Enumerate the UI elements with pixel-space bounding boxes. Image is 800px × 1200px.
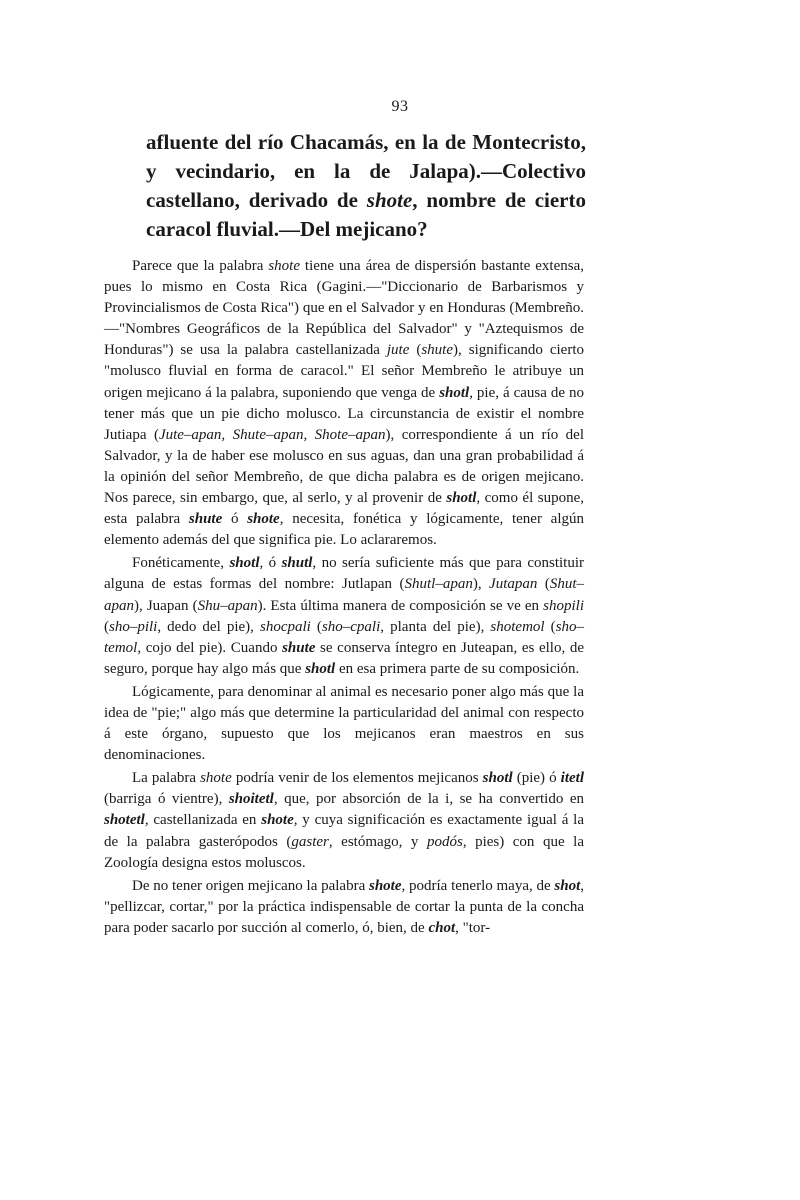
text-run: (barriga ó vientre), (104, 791, 229, 808)
text-run: podría venir de los elementos mejicanos (231, 770, 483, 787)
italic-term: shotl (439, 384, 470, 401)
text-run: , estómago, y (328, 833, 427, 850)
italic-term: shote (261, 812, 294, 829)
italic-term: shotl (229, 555, 260, 572)
italic-term: shote (247, 511, 280, 528)
italic-term: Shu–apan (197, 597, 258, 614)
text-run: La palabra (132, 770, 201, 787)
italic-term: Shut–apan (104, 576, 585, 614)
italic-term: Shutl–apan (404, 576, 473, 593)
text-run: ó (222, 511, 248, 528)
italic-term: shotl (305, 660, 336, 677)
paragraph-4 (104, 768, 584, 873)
text-run: , "tor- (455, 919, 491, 936)
body-text (104, 256, 584, 939)
text-run: Fonéticamente, (132, 555, 230, 572)
italic-term: shotetl (104, 812, 145, 829)
text-run: ( (104, 618, 109, 635)
text-run: , cojo del pie). Cuando (137, 639, 283, 656)
italic-term: Jute–apan, Shute–apan, Shote–apan (158, 426, 386, 443)
text-run: ). Esta última manera de composición se ve en (257, 597, 544, 614)
text-run: ), significando cierto "molusco fluvial en forma de caracol." El señor Membreño le atribuye un origen mejicano á la palabra, suponiendo que venga de (104, 342, 585, 401)
lead-term-shote: shote (366, 188, 413, 212)
text-run: , castellanizada en (144, 812, 262, 829)
text-run: , planta del pie), (380, 618, 491, 635)
italic-term: sho–cpali (321, 618, 381, 635)
italic-term: shote (200, 770, 232, 787)
italic-term: shoitetl (228, 791, 274, 808)
text-run: Parece que la palabra (132, 258, 269, 274)
italic-term: sho–temol (104, 618, 585, 656)
italic-term: Jutapan (489, 576, 538, 593)
text-run: ), (472, 576, 490, 593)
text-run: en esa primera parte de su composición. (335, 660, 580, 677)
text-run: ( (537, 576, 550, 593)
italic-term: shute (282, 639, 316, 656)
italic-term: shotemol (490, 618, 545, 635)
italic-term: jute (386, 342, 410, 359)
text-run: , y cuya significación es exactamente igual á la de la palabra gasterópodos ( (104, 812, 584, 850)
text-run: , necesita, fonética y lógicamente, tener algún elemento además del que significa pie. Lo aclararemos. (104, 511, 584, 549)
text-run: , dedo del pie), (157, 618, 260, 635)
text-run: ( (544, 618, 556, 635)
italic-term: shutl (281, 555, 313, 572)
paragraph-3: Lógicamente, para denominar al animal es necesario poner algo más que la idea de "pie;" algo más que determine la particularidad del animal con respecto á este órgano, supuesto que los mejicanos eran maestros en sus denominaciones. (104, 683, 584, 764)
paragraph-5 (104, 876, 584, 939)
text-run: (pie) ó (512, 770, 561, 787)
italic-term: shute (421, 342, 454, 359)
text-run: , podría tenerlo maya, de (401, 877, 555, 894)
text-run: ( (310, 618, 322, 635)
text-run: , como él supone, esta palabra (104, 490, 584, 528)
text-run: ), Juapan ( (134, 597, 198, 614)
text-run: se conserva íntegro en Juteapan, es ello, de seguro, porque hay algo más que (104, 639, 584, 677)
italic-term: chot (428, 919, 456, 936)
text-run: , pie, á causa de no tener más que un pie dicho molusco. La circunstancia de existir el nombre Jutiapa ( (104, 384, 584, 443)
paragraph-1 (104, 256, 584, 551)
text-run: , que, por absorción de la i, se ha convertido en (273, 791, 584, 808)
lead-text: afluente del río Chacamás, en la de Montecristo, y vecindario, en la de Jalapa).—Colectivo castellano, derivado de (146, 130, 586, 212)
italic-term: podós (426, 833, 463, 850)
italic-term: itetl (560, 770, 584, 787)
italic-term: shote (369, 877, 402, 894)
lead-paragraph (146, 128, 586, 244)
text-run: , pies) con que la Zoología designa estos moluscos. (104, 833, 584, 871)
text-run: tiene una área de dispersión bastante extensa, pues lo mismo en Costa Rica (Gagini.—"Diccionario de Barbarismos y Provincialismos de Costa Rica") que en el Salvador y en Honduras (Membreño.—"Nombres Geográficos de la República del Salvador" y "Aztequismos de Honduras") se usa la palabra castellanizada (104, 258, 584, 359)
italic-term: sho–pili (109, 618, 158, 635)
text-run: , "pellizcar, cortar," por la práctica indispensable de cortar la punta de la concha para poder sacarlo por succión al comerlo, ó, bien, de (104, 877, 584, 936)
italic-term: shocpali (260, 618, 311, 635)
italic-term: shote (268, 258, 300, 274)
text-run: ), correspondiente á un río del Salvador, y la de haber ese molusco en sus aguas, dan una gran probabilidad á la opinión del señor Membreño, de que dicha palabra es de origen mejicano. Nos parece, sin embargo, que, al serlo, y al provenir de (104, 426, 585, 507)
italic-term: shotl (482, 770, 513, 787)
text-run: ( (409, 342, 422, 359)
italic-term: shot (554, 877, 581, 894)
paragraph-2 (104, 553, 584, 680)
page-number: 93 (391, 98, 409, 115)
text-run: , ó (259, 555, 282, 572)
lead-text: , nombre de cierto caracol fluvial.—Del mejicano? (146, 188, 586, 241)
italic-term: shotl (446, 490, 477, 507)
italic-term: gaster (291, 833, 329, 850)
text-run: , no sería suficiente más que para constituir alguna de estas formas del nombre: Jutlapan ( (104, 555, 584, 593)
italic-term: shopili (543, 597, 584, 614)
text-run: De no tener origen mejicano la palabra (132, 877, 369, 894)
italic-term: shute (188, 511, 223, 528)
